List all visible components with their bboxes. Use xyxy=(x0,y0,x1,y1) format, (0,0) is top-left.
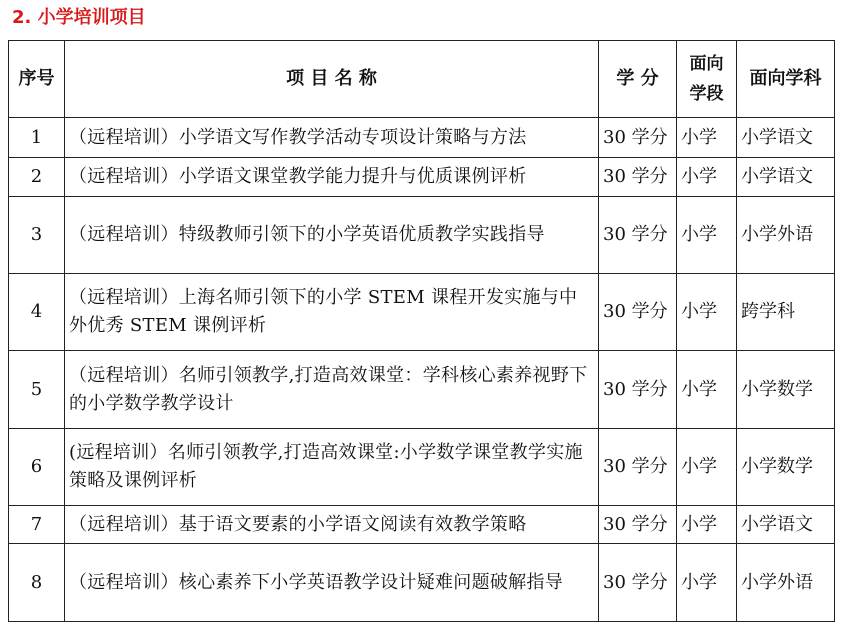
row-name: （远程培训）核心素养下小学英语教学设计疑难问题破解指导 xyxy=(65,544,599,622)
row-name: （远程培训）小学语文课堂教学能力提升与优质课例评析 xyxy=(65,158,599,197)
table-row xyxy=(9,158,835,197)
row-subject: 小学语文 xyxy=(737,506,835,544)
header-index: 序号 xyxy=(9,41,65,118)
table-row xyxy=(9,351,835,429)
row-name: （远程培训）小学语文写作教学活动专项设计策略与方法 xyxy=(65,118,599,158)
row-credit: 30 学分 xyxy=(599,544,677,622)
row-subject: 小学语文 xyxy=(737,118,835,158)
section-title: 2. 小学培训项目 xyxy=(12,7,146,28)
row-credit: 30 学分 xyxy=(599,506,677,544)
row-credit: 30 学分 xyxy=(599,158,677,197)
table-row xyxy=(9,118,835,158)
row-stage: 小学 xyxy=(677,118,737,158)
row-subject: 小学外语 xyxy=(737,544,835,622)
table-row xyxy=(9,506,835,544)
header-subject: 面向学科 xyxy=(737,41,835,118)
row-subject: 跨学科 xyxy=(737,274,835,351)
table-header-row xyxy=(9,41,835,118)
table-row xyxy=(9,429,835,506)
row-index: 2 xyxy=(9,158,65,197)
header-credit: 学 分 xyxy=(599,41,677,118)
table-row xyxy=(9,197,835,274)
table-row xyxy=(9,274,835,351)
row-subject: 小学数学 xyxy=(737,429,835,506)
row-stage: 小学 xyxy=(677,158,737,197)
row-name: （远程培训）上海名师引领下的小学 STEM 课程开发实施与中外优秀 STEM 课例评析 xyxy=(65,274,599,351)
row-index: 7 xyxy=(9,506,65,544)
row-credit: 30 学分 xyxy=(599,197,677,274)
row-index: 1 xyxy=(9,118,65,158)
table-row xyxy=(9,544,835,622)
course-table xyxy=(8,40,835,622)
row-index: 6 xyxy=(9,429,65,506)
header-stage xyxy=(677,41,737,118)
row-stage: 小学 xyxy=(677,351,737,429)
row-name: (远程培训）名师引领教学,打造高效课堂:小学数学课堂教学实施策略及课例评析 xyxy=(65,429,599,506)
row-credit: 30 学分 xyxy=(599,429,677,506)
row-name: （远程培训）基于语文要素的小学语文阅读有效教学策略 xyxy=(65,506,599,544)
row-credit: 30 学分 xyxy=(599,118,677,158)
header-stage-line1: 面向 xyxy=(689,54,724,74)
row-stage: 小学 xyxy=(677,544,737,622)
row-stage: 小学 xyxy=(677,429,737,506)
row-subject: 小学语文 xyxy=(737,158,835,197)
row-subject: 小学数学 xyxy=(737,351,835,429)
row-stage: 小学 xyxy=(677,197,737,274)
row-index: 3 xyxy=(9,197,65,274)
row-credit: 30 学分 xyxy=(599,351,677,429)
row-index: 4 xyxy=(9,274,65,351)
row-stage: 小学 xyxy=(677,274,737,351)
row-name: （远程培训）名师引领教学,打造高效课堂：学科核心素养视野下的小学数学教学设计 xyxy=(65,351,599,429)
row-name: （远程培训）特级教师引领下的小学英语优质教学实践指导 xyxy=(65,197,599,274)
row-index: 5 xyxy=(9,351,65,429)
header-stage-line2: 学段 xyxy=(689,84,724,104)
row-index: 8 xyxy=(9,544,65,622)
row-stage: 小学 xyxy=(677,506,737,544)
row-subject: 小学外语 xyxy=(737,197,835,274)
row-credit: 30 学分 xyxy=(599,274,677,351)
header-name: 项 目 名 称 xyxy=(65,41,599,118)
